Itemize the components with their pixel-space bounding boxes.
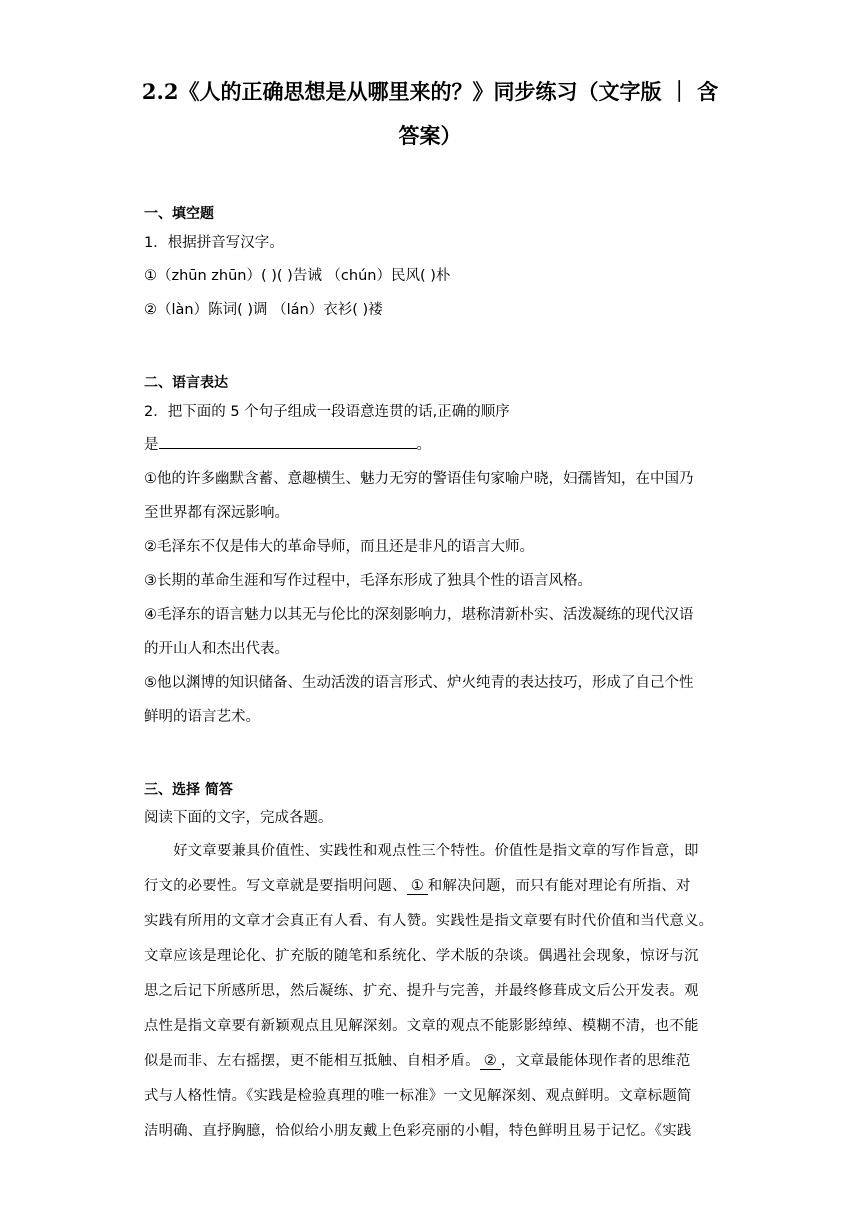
- sentence-1-line-2: 至世界都有深远影响。: [144, 505, 289, 521]
- passage-line-3: 实践有所用的文章才会真正有人看、有人赞。实践性是指文章要有时代价值和当代意义。: [144, 913, 714, 929]
- title-line-2: 答案）: [398, 123, 462, 148]
- sentence-5-line-1: ⑤他以渊博的知识储备、生动活泼的语言形式、炉火纯青的表达技巧，形成了自己个性: [144, 675, 694, 691]
- section-heading-fill-blank: 一、填空题: [144, 206, 214, 222]
- question-1-prompt: 1．根据拼音写汉字。: [144, 235, 284, 251]
- question-1-row-2: ②（làn）陈词( )调 （lán）衣衫( )褛: [144, 302, 383, 318]
- passage-line-9: 洁明确、直抒胸臆，恰似给小朋友戴上色彩亮丽的小帽，特色鲜明且易于记忆。《实践: [144, 1123, 692, 1139]
- sentence-1-line-1: ①他的许多幽默含蓄、意趣横生、魅力无穷的警语佳句家喻户晓，妇孺皆知，在中国乃: [144, 471, 694, 487]
- passage-line-5: 思之后记下所感所思，然后凝练、扩充、提升与完善，并最终修葺成文后公开发表。观: [144, 983, 699, 999]
- section-heading-language: 二、语言表达: [144, 375, 228, 391]
- sentence-4-line-2: 的开山人和杰出代表。: [144, 641, 289, 657]
- passage-line-6: 点性是指文章要有新颖观点且见解深刻。文章的观点不能影影绰绰、模糊不清，也不能: [144, 1018, 699, 1034]
- title-line-1: 2.2《人的正确思想是从哪里来的？》同步练习（文字版 ｜ 含: [141, 79, 719, 104]
- passage-line-7: 似是而非、左右摇摆，更不能相互抵触、自相矛盾。 ② ，文章最能体现作者的思维范: [144, 1053, 691, 1069]
- question-1-row-1: ①（zhūn zhūn）( )( )告诫 （chún）民风( )朴: [144, 268, 451, 284]
- reading-instruction: 阅读下面的文字，完成各题。: [144, 810, 333, 826]
- document-title: [140, 70, 720, 158]
- sentence-4-line-1: ④毛泽东的语言魅力以其无与伦比的深刻影响力，堪称清新朴实、活泼凝练的现代汉语: [144, 607, 694, 623]
- blank-2: ②: [480, 1053, 501, 1070]
- question-2-answer-line: [144, 433, 431, 454]
- question-2-prompt: 2．把下面的 5 个句子组成一段语意连贯的话,正确的顺序: [144, 404, 510, 420]
- sentence-2: ②毛泽东不仅是伟大的革命导师，而且还是非凡的语言大师。: [144, 539, 534, 555]
- answer-suffix: 。: [416, 437, 431, 453]
- sentence-5-line-2: 鲜明的语言艺术。: [144, 709, 260, 725]
- section-heading-choice: 三、选择 简答: [144, 782, 233, 798]
- passage-line-1: 好文章要兼具价值性、实践性和观点性三个特性。价值性是指文章的写作旨意，即: [144, 843, 699, 859]
- passage-line-4: 文章应该是理论化、扩充版的随笔和系统化、学术版的杂谈。偶遇社会现象，惊讶与沉: [144, 948, 699, 964]
- sentence-3: ③长期的革命生涯和写作过程中，毛泽东形成了独具个性的语言风格。: [144, 573, 592, 589]
- blank-1: ①: [407, 878, 428, 895]
- answer-prefix: 是: [144, 437, 159, 453]
- passage-line-2: 行文的必要性。写文章就是要指明问题、 ① 和解决问题，而只有能对理论有所指、对: [144, 878, 691, 894]
- passage-line-8: 式与人格性情。《实践是检验真理的唯一标准》一文见解深刻、观点鲜明。文章标题简: [144, 1088, 692, 1104]
- answer-blank: [159, 434, 417, 449]
